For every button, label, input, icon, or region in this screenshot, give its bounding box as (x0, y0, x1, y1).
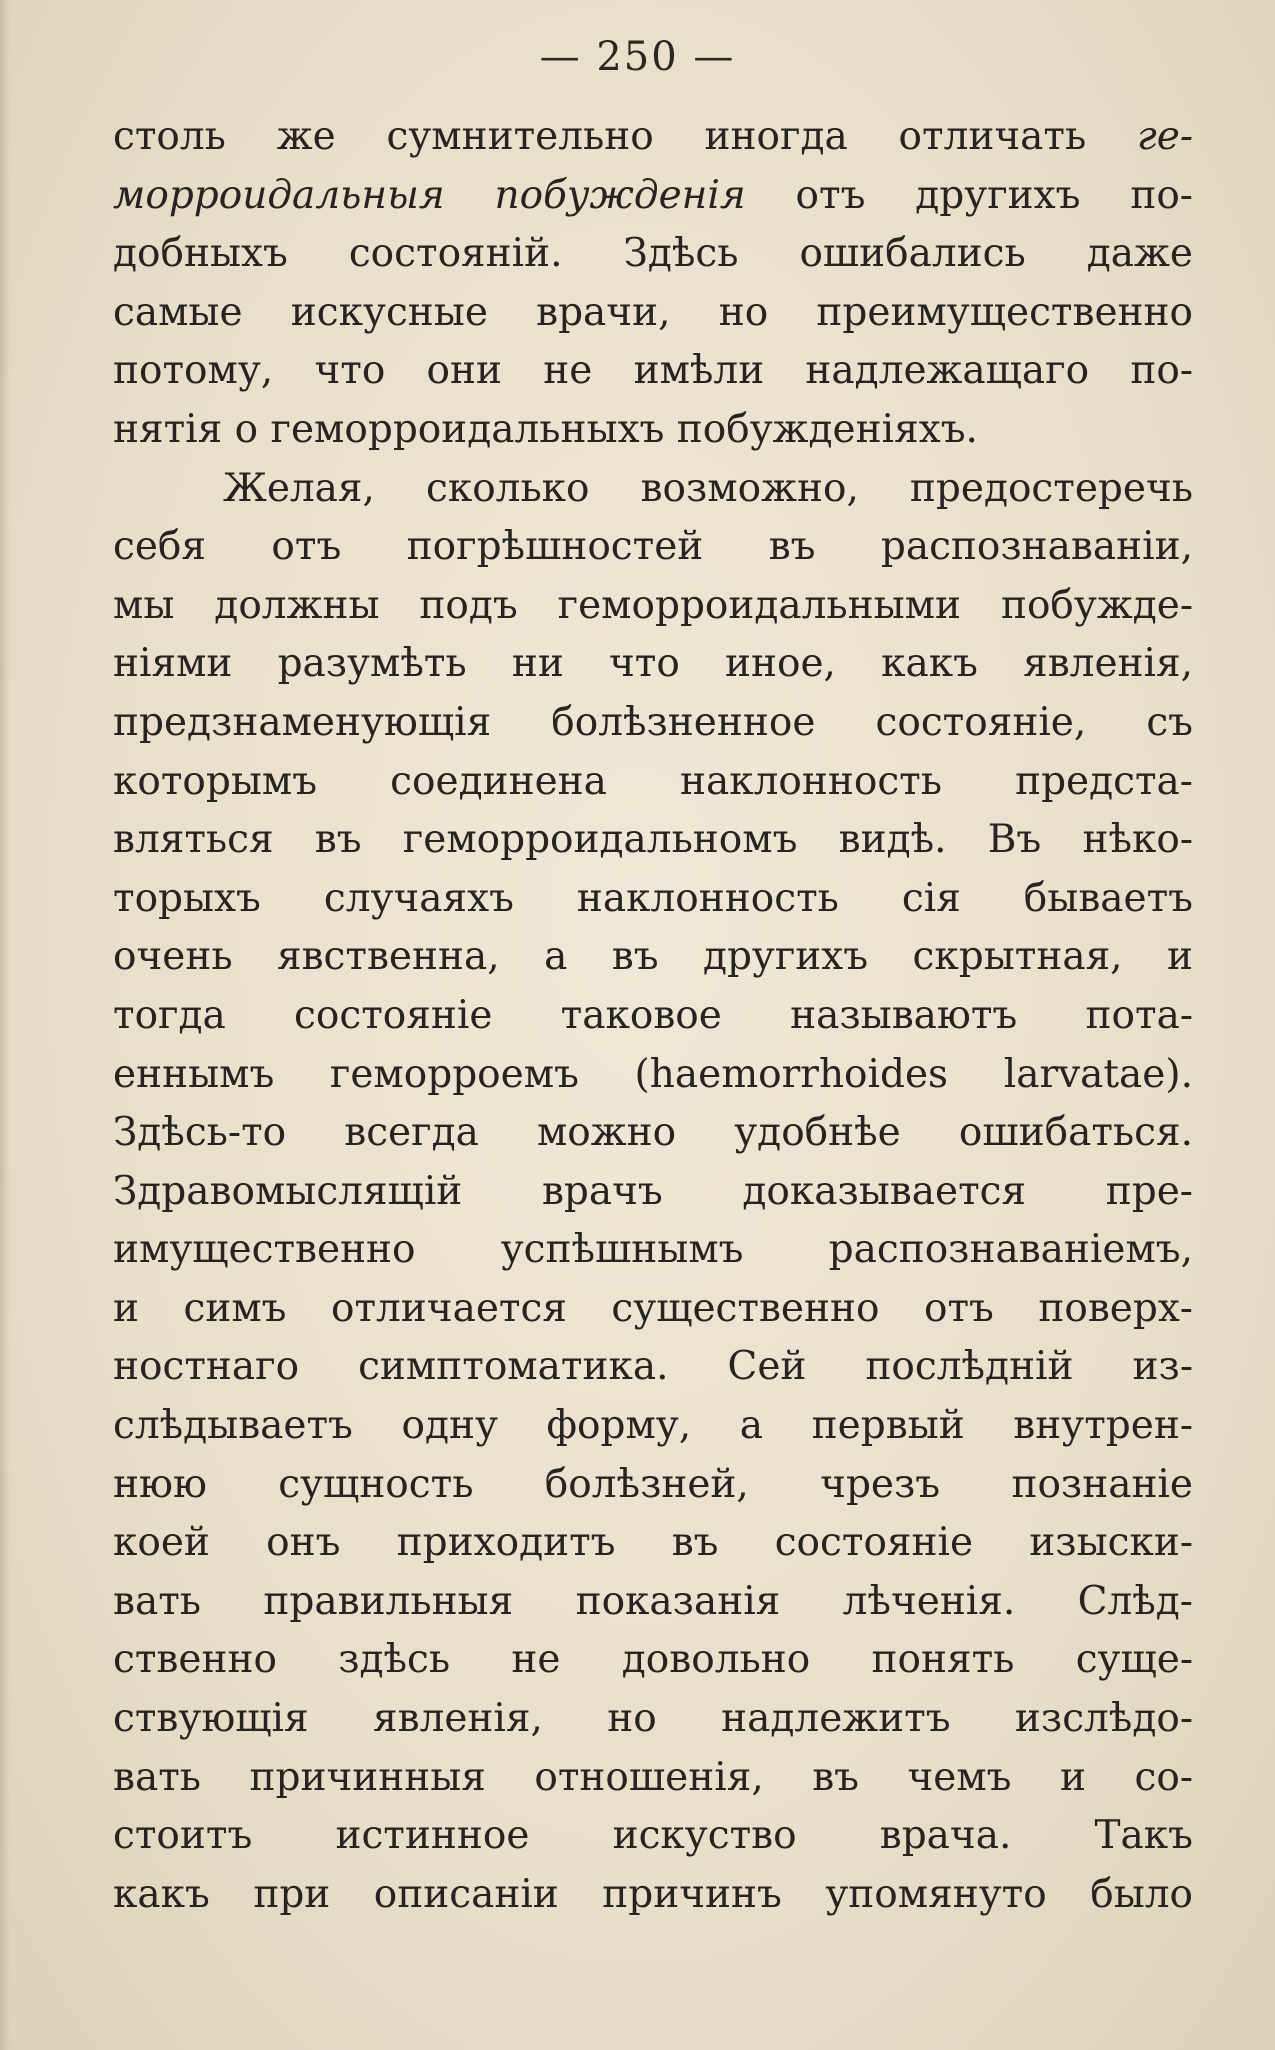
text-line: добныхъ состояній. Здѣсь ошибались даже (113, 231, 1193, 277)
text-line-paragraph-start: Желая, сколько возможно, предостеречь (223, 465, 1193, 511)
text-line: себя отъ погрѣшностей въ распознаваніи, (113, 524, 1193, 570)
text-line: вать причинныя отношенія, въ чемъ и со- (113, 1754, 1193, 1800)
text-line: предзнаменующія болѣзненное состояніе, съ (113, 699, 1193, 745)
text-line: морроидальныя побужденія отъ другихъ по- (113, 172, 1193, 218)
text-line: Здравомыслящій врачъ доказывается пре- (113, 1168, 1193, 1214)
text-line: Здѣсь-то всегда можно удобнѣе ошибаться. (113, 1110, 1193, 1156)
text-line: ніями разумѣть ни что иное, какъ явленія, (113, 641, 1193, 687)
text-line: и симъ отличается существенно отъ поверх- (113, 1285, 1193, 1331)
text-line: еннымъ геморроемъ (haemorrhoides larvatae). (113, 1051, 1193, 1097)
text-line: торыхъ случаяхъ наклонность сія бываетъ (113, 875, 1193, 921)
page-number: — 250 — (539, 34, 736, 80)
page-edge-shadow (0, 0, 10, 2050)
text-line-paragraph-end: нятія о геморроидальныхъ побужденіяхъ. (113, 406, 978, 452)
body-text (113, 108, 1193, 1924)
text-line: ствующія явленія, но надлежитъ изслѣдо- (113, 1696, 1193, 1742)
text-line: тогда состояніе таковое называютъ пота- (113, 992, 1193, 1038)
text-line: какъ при описаніи причинъ упомянуто было (113, 1871, 1193, 1917)
text-line: вать правильныя показанія лѣченія. Слѣд- (113, 1578, 1193, 1624)
text-line: потому, что они не имѣли надлежащаго по- (113, 348, 1193, 394)
text-line: столь же сумнительно иногда отличать ге- (113, 114, 1193, 159)
text-line: слѣдываетъ одну форму, а первый внутрен- (113, 1403, 1193, 1449)
text-line: ностнаго симптоматика. Сей послѣдній из- (113, 1344, 1193, 1390)
text-line: коей онъ приходитъ въ состояніе изыски- (113, 1520, 1193, 1566)
text-line: нюю сущность болѣзней, чрезъ познаніе (113, 1461, 1193, 1507)
text-line: которымъ соединена наклонность предста- (113, 758, 1193, 804)
text-line: очень явственна, а въ другихъ скрытная, и (113, 934, 1193, 980)
text-line: стоитъ истинное искуство врача. Такъ (113, 1813, 1193, 1859)
text-line: ственно здѣсь не довольно понять суще- (113, 1637, 1193, 1683)
text-line: самые искусные врачи, но преимущественно (113, 289, 1193, 335)
text-line: мы должны подъ геморроидальными побужде- (113, 582, 1193, 628)
text-line: вляться въ геморроидальномъ видѣ. Въ нѣко- (113, 817, 1193, 863)
text-line: имущественно успѣшнымъ распознаваніемъ, (113, 1227, 1193, 1273)
